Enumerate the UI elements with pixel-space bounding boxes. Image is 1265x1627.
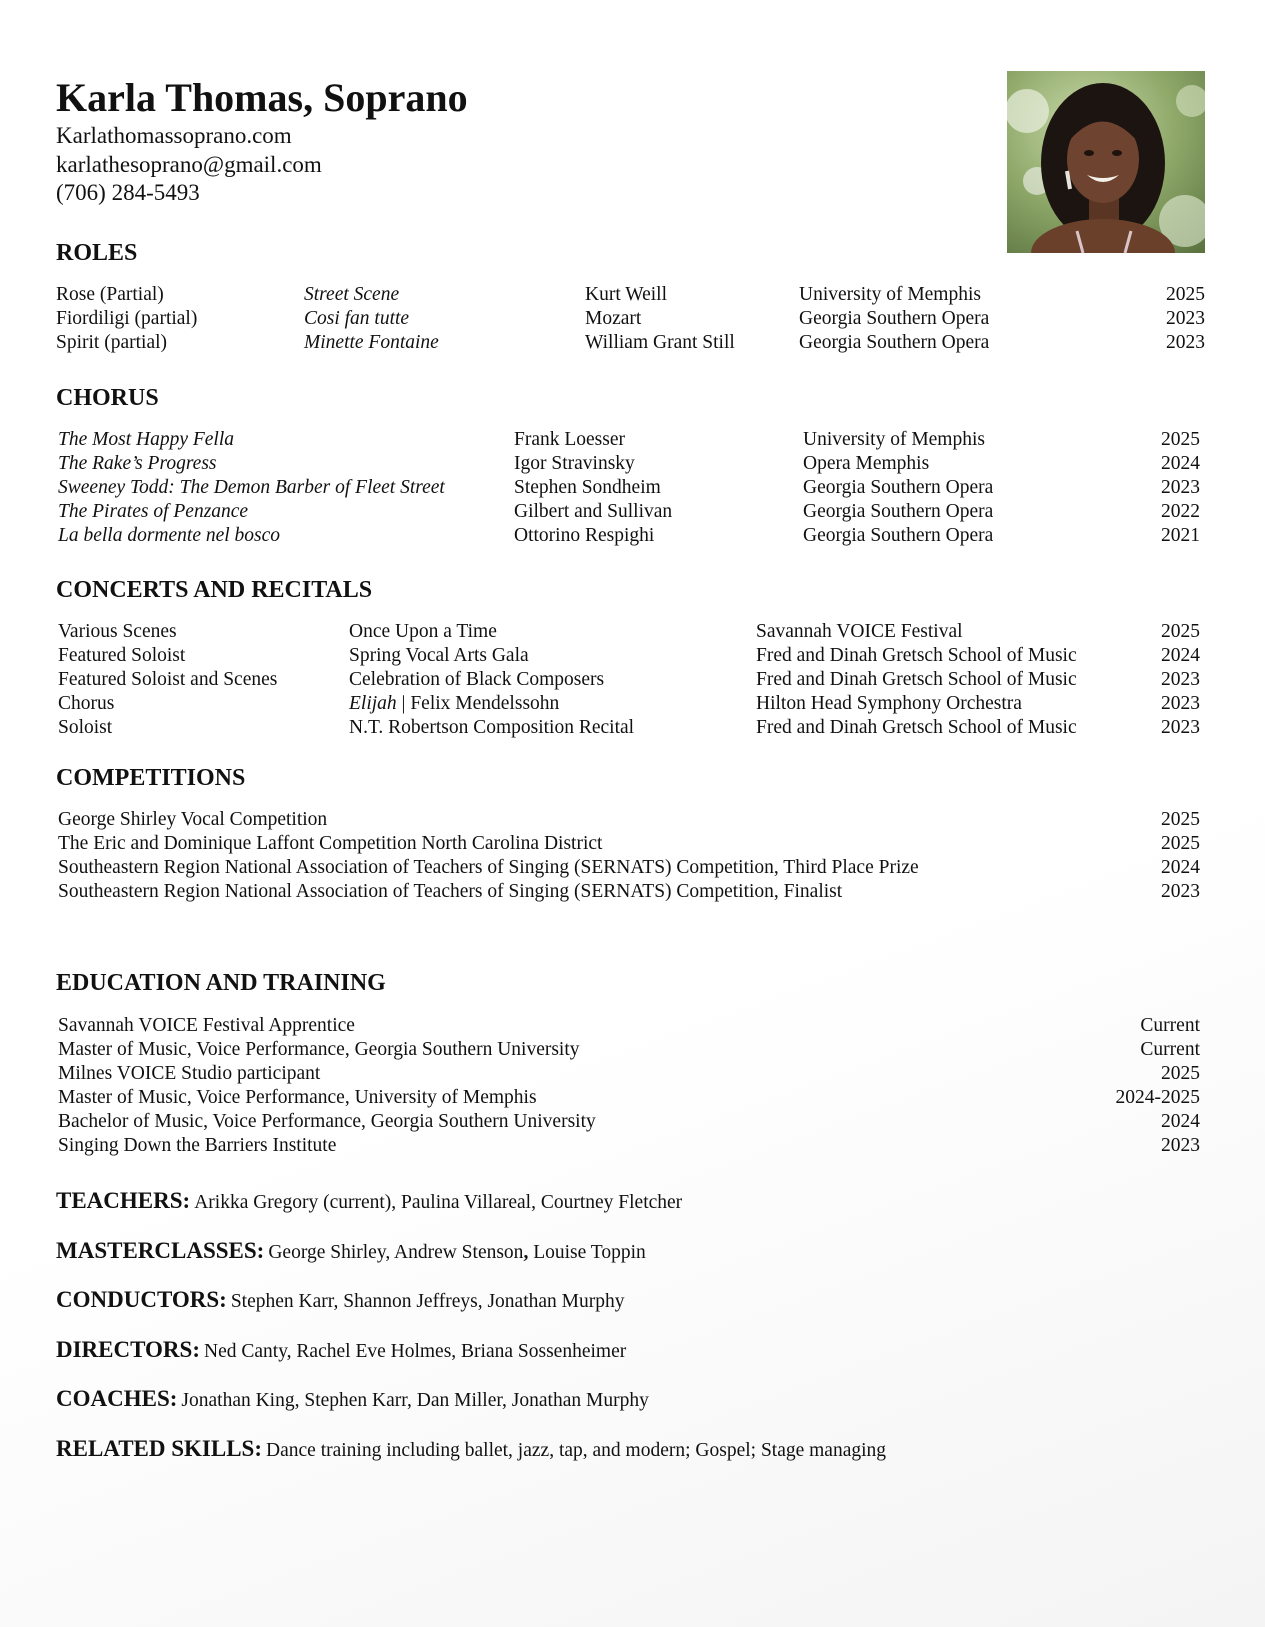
concert-event (349, 644, 529, 668)
competition-year: 2024 (1161, 857, 1200, 878)
role-opera: Street Scene (304, 284, 400, 305)
concert-row (56, 620, 1200, 644)
roles-heading: ROLES (56, 240, 138, 266)
competition-name: Southeastern Region National Association of Teachers of Singing (SERNATS) Competition, Finalist (58, 881, 843, 902)
concert-event (349, 716, 634, 740)
website-link[interactable]: Karlathomassoprano.com (56, 123, 292, 148)
education-name: Milnes VOICE Studio participant (58, 1063, 321, 1084)
chorus-year: 2021 (1161, 525, 1200, 546)
role-opera: Minette Fontaine (304, 332, 439, 353)
concert-venue: Fred and Dinah Gretsch School of Music (756, 669, 1077, 690)
concert-row (56, 668, 1200, 692)
concert-row (56, 644, 1200, 668)
role-composer: Kurt Weill (585, 284, 668, 305)
competitions-heading: COMPETITIONS (56, 765, 246, 791)
masterclasses-value (268, 1242, 645, 1263)
chorus-company: Georgia Southern Opera (803, 501, 994, 522)
role-company: Georgia Southern Opera (799, 308, 990, 329)
concert-year: 2023 (1161, 717, 1200, 738)
masterclasses-comma: , (523, 1242, 529, 1263)
concert-year: 2023 (1161, 693, 1200, 714)
role-year: 2025 (1166, 284, 1205, 305)
chorus-work: The Rake’s Progress (58, 453, 217, 474)
performer-name: Karla Thomas, Soprano (56, 75, 468, 120)
education-row (56, 1062, 1200, 1086)
concert-row (56, 692, 1200, 716)
concert-event-title: N.T. Robertson Composition Recital (349, 717, 635, 738)
education-row (56, 1086, 1200, 1110)
education-year: 2023 (1161, 1135, 1200, 1156)
competition-name: Southeastern Region National Association of Teachers of Singing (SERNATS) Competition, Third Place Prize (58, 857, 919, 878)
concert-role: Chorus (58, 693, 115, 714)
competitions-list (56, 808, 1200, 904)
masterclasses-value-a: George Shirley, Andrew Stenson (268, 1242, 524, 1263)
concert-year: 2025 (1161, 621, 1200, 642)
chorus-company: Opera Memphis (803, 453, 930, 474)
chorus-work: The Most Happy Fella (58, 429, 235, 450)
chorus-company: Georgia Southern Opera (803, 525, 994, 546)
competition-year: 2025 (1161, 833, 1200, 854)
concert-event-title: Celebration of Black Composers (349, 669, 605, 690)
competition-name: The Eric and Dominique Laffont Competition North Carolina District (58, 833, 603, 854)
education-year: 2024-2025 (1115, 1087, 1200, 1108)
concert-event (349, 668, 604, 692)
chorus-year: 2025 (1161, 429, 1200, 450)
concerts-heading: CONCERTS AND RECITALS (56, 577, 373, 603)
concert-event-composer: | Felix Mendelssohn (396, 693, 560, 714)
concert-event-title: Once Upon a Time (349, 621, 497, 642)
concert-role: Various Scenes (58, 621, 177, 642)
chorus-row (56, 428, 1200, 452)
education-name: Singing Down the Barriers Institute (58, 1135, 337, 1156)
role-name: Spirit (partial) (56, 332, 168, 353)
role-company: Georgia Southern Opera (799, 332, 990, 353)
concert-event-work: Elijah (349, 693, 397, 714)
education-year: Current (1140, 1039, 1200, 1060)
role-composer: William Grant Still (585, 332, 735, 353)
chorus-company: Georgia Southern Opera (803, 477, 994, 498)
concert-row (56, 716, 1200, 740)
conductors-value: Stephen Karr, Shannon Jeffreys, Jonathan Murphy (230, 1291, 625, 1312)
education-heading: EDUCATION AND TRAINING (56, 970, 386, 996)
chorus-year: 2023 (1161, 477, 1200, 498)
education-name: Bachelor of Music, Voice Performance, Georgia Southern University (58, 1111, 596, 1132)
competition-year: 2023 (1161, 881, 1200, 902)
directors-value: Ned Canty, Rachel Eve Holmes, Briana Sossenheimer (204, 1341, 627, 1362)
concert-role: Featured Soloist and Scenes (58, 669, 278, 690)
role-year: 2023 (1166, 308, 1205, 329)
directors-line (56, 1335, 626, 1368)
role-company: University of Memphis (799, 284, 981, 305)
masterclasses-line (56, 1236, 646, 1269)
chorus-composer: Frank Loesser (514, 429, 626, 450)
roles-list (56, 283, 1205, 355)
email-link[interactable]: karlathesoprano@gmail.com (56, 151, 322, 177)
concert-venue: Fred and Dinah Gretsch School of Music (756, 645, 1077, 666)
competition-row (56, 832, 1200, 856)
chorus-row (56, 524, 1200, 548)
teachers-label: TEACHERS: (56, 1188, 191, 1213)
education-name: Master of Music, Voice Performance, Georgia Southern University (58, 1039, 580, 1060)
role-composer: Mozart (585, 308, 642, 329)
concert-event (349, 620, 497, 644)
competition-name: George Shirley Vocal Competition (58, 809, 328, 830)
teachers-line (56, 1186, 682, 1219)
education-row (56, 1038, 1200, 1062)
competition-row (56, 856, 1200, 880)
masterclasses-label: MASTERCLASSES: (56, 1238, 265, 1263)
role-row (56, 283, 1205, 307)
contact-block (56, 122, 322, 208)
phone-number: (706) 284-5493 (56, 180, 200, 205)
chorus-composer: Gilbert and Sullivan (514, 501, 673, 522)
concert-role: Soloist (58, 717, 113, 738)
concert-venue: Hilton Head Symphony Orchestra (756, 693, 1022, 714)
role-name: Fiordiligi (partial) (56, 308, 198, 329)
chorus-composer: Stephen Sondheim (514, 477, 661, 498)
role-name: Rose (Partial) (56, 284, 164, 305)
related-skills-label: RELATED SKILLS: (56, 1436, 263, 1461)
role-year: 2023 (1166, 332, 1205, 353)
chorus-heading: CHORUS (56, 385, 159, 411)
concert-role: Featured Soloist (58, 645, 186, 666)
conductors-line (56, 1285, 624, 1318)
chorus-list (56, 428, 1200, 548)
education-name: Savannah VOICE Festival Apprentice (58, 1015, 355, 1036)
chorus-row (56, 476, 1200, 500)
competition-year: 2025 (1161, 809, 1200, 830)
headshot-illustration (1007, 71, 1205, 253)
education-year: Current (1140, 1015, 1200, 1036)
chorus-year: 2024 (1161, 453, 1200, 474)
conductors-label: CONDUCTORS: (56, 1287, 227, 1312)
concert-event (349, 692, 559, 716)
role-row (56, 331, 1205, 355)
chorus-work: The Pirates of Penzance (58, 501, 249, 522)
education-row (56, 1110, 1200, 1134)
chorus-company: University of Memphis (803, 429, 985, 450)
coaches-line (56, 1384, 649, 1417)
competition-row (56, 880, 1200, 904)
chorus-row (56, 452, 1200, 476)
education-row (56, 1134, 1200, 1158)
chorus-composer: Igor Stravinsky (514, 453, 635, 474)
education-name: Master of Music, Voice Performance, University of Memphis (58, 1087, 537, 1108)
coaches-label: COACHES: (56, 1386, 178, 1411)
chorus-composer: Ottorino Respighi (514, 525, 655, 546)
headshot-photo (1007, 71, 1205, 253)
related-skills-line (56, 1434, 886, 1467)
concert-venue: Fred and Dinah Gretsch School of Music (756, 717, 1077, 738)
role-row (56, 307, 1205, 331)
concert-year: 2024 (1161, 645, 1200, 666)
concert-event-title: Spring Vocal Arts Gala (349, 645, 529, 666)
chorus-row (56, 500, 1200, 524)
concerts-list (56, 620, 1200, 740)
related-skills-value: Dance training including ballet, jazz, tap, and modern; Gospel; Stage managing (266, 1440, 887, 1461)
coaches-value: Jonathan King, Stephen Karr, Dan Miller, Jonathan Murphy (181, 1390, 649, 1411)
education-year: 2025 (1161, 1063, 1200, 1084)
chorus-work: La bella dormente nel bosco (58, 525, 281, 546)
education-list (56, 1014, 1200, 1158)
masterclasses-value-b: Louise Toppin (528, 1242, 646, 1263)
concert-venue: Savannah VOICE Festival (756, 621, 963, 642)
directors-label: DIRECTORS: (56, 1337, 200, 1362)
education-row (56, 1014, 1200, 1038)
competition-row (56, 808, 1200, 832)
chorus-work: Sweeney Todd: The Demon Barber of Fleet Street (58, 477, 445, 498)
concert-year: 2023 (1161, 669, 1200, 690)
chorus-year: 2022 (1161, 501, 1200, 522)
role-opera: Cosi fan tutte (304, 308, 410, 329)
teachers-value: Arikka Gregory (current), Paulina Villareal, Courtney Fletcher (194, 1192, 683, 1213)
education-year: 2024 (1161, 1111, 1200, 1132)
